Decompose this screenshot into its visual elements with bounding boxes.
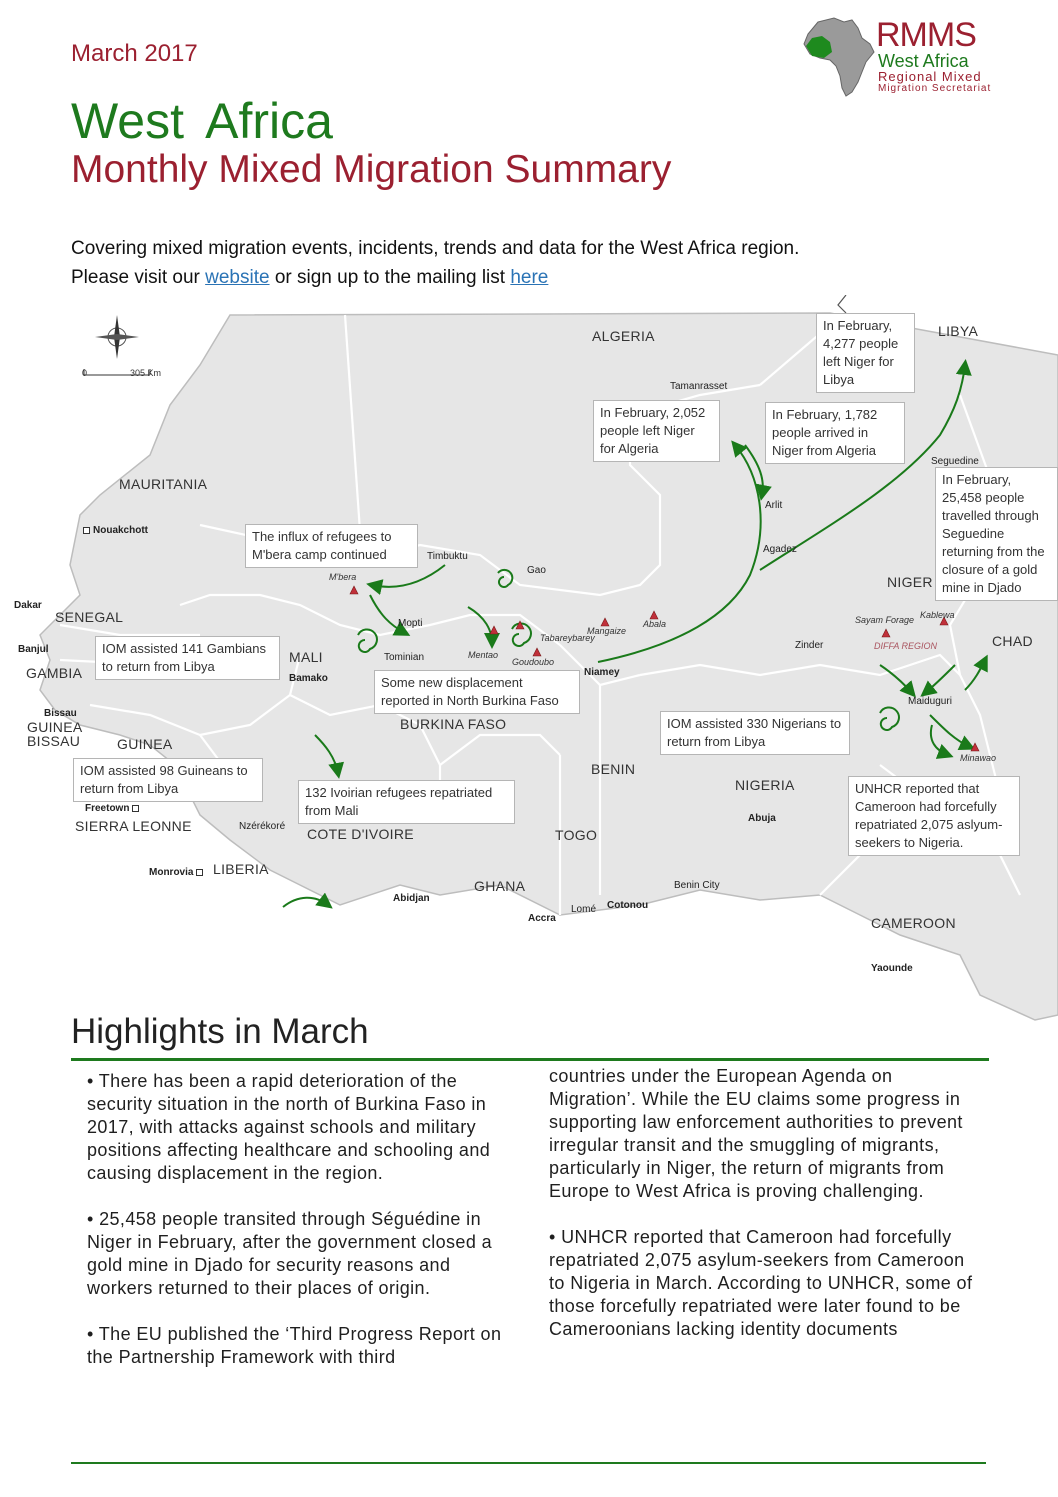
intro-text-before: Please visit our: [71, 267, 206, 288]
callout-algeria-departures: In February, 2,052 people left Niger for Algeria: [593, 400, 720, 462]
country-benin: BENIN: [591, 761, 636, 777]
intro-links-line: [71, 267, 548, 290]
logo-wordmark: RMMS: [876, 16, 976, 54]
city-gao: Gao: [527, 565, 546, 576]
city-mopti: Mopti: [398, 618, 423, 629]
country-niger: NIGER: [887, 574, 933, 590]
city-cotonou: Cotonou: [607, 900, 649, 911]
city-bamako: Bamako: [289, 673, 328, 684]
country-algeria: ALGERIA: [592, 328, 655, 344]
camp-abala: Abala: [643, 619, 667, 629]
city-tominian: Tominian: [384, 652, 425, 663]
city-tamanrasset: Tamanrasset: [670, 381, 728, 392]
city-yaounde: Yaounde: [871, 963, 913, 974]
city-lome: Lomé: [571, 904, 597, 915]
camp-sayam-forage: Sayam Forage: [855, 615, 915, 625]
country-guinea-bissau-2: BISSAU: [27, 733, 81, 749]
logo-line-1: West Africa: [878, 51, 969, 71]
country-cote-divoire: COTE D'IVOIRE: [307, 826, 414, 842]
country-mauritania: MAURITANIA: [119, 476, 208, 492]
callout-ivoirian-repatriation: 132 Ivoirian refugees repatriated from Mali: [298, 780, 515, 824]
city-timbuktu: Timbuktu: [427, 551, 468, 562]
camp-tabareybarey: Tabareybarey: [540, 633, 595, 643]
report-date: March 2017: [71, 40, 198, 67]
highlights-column-left: [87, 1070, 517, 1392]
highlight-item: • There has been a rapid deterioration of the security situation in the north of Burkina Faso in 2017, with attacks against schools and military positions affecting healthcare and schooling and causing displacement in the region.: [87, 1071, 491, 1183]
highlights-column-right: [549, 1065, 979, 1364]
callout-burkina-displacement: Some new displacement reported in North Burkina Faso: [374, 670, 580, 714]
camp-goudoubo: Goudoubo: [512, 657, 555, 667]
highlight-item: • UNHCR reported that Cameroon had forcefully repatriated 2,075 asylum-seekers from Cameroon to Nigeria in March. According to UNHCR, some of those forcefully repatriated were later found to be Cameroonians lacking identity documents: [549, 1227, 973, 1339]
footer-divider: [71, 1462, 986, 1464]
country-mali: MALI: [289, 649, 323, 665]
region-diffa: DIFFA REGION: [874, 641, 937, 651]
callout-gambian-returns: IOM assisted 141 Gambians to return from Libya: [95, 636, 280, 680]
logo-line-3: Migration Secretariat: [878, 83, 992, 94]
callout-seguedine-transit: In February, 25,458 people travelled through Seguedine returning from the closure of a gold mine in Djado: [935, 467, 1058, 601]
city-arlit: Arlit: [765, 500, 783, 511]
country-togo: TOGO: [555, 827, 598, 843]
city-niamey: Niamey: [584, 667, 620, 678]
migration-map: [0, 295, 1058, 1025]
city-nouakchott: Nouakchott: [83, 525, 148, 536]
camp-mentao: Mentao: [468, 650, 499, 660]
country-cameroon: CAMEROON: [871, 915, 956, 931]
camp-mbera: M'bera: [329, 572, 357, 582]
city-bissau: Bissau: [44, 708, 77, 719]
country-senegal: SENEGAL: [55, 609, 124, 625]
city-seguedine: Seguedine: [931, 456, 979, 467]
north-chevron: [838, 295, 846, 313]
highlights-title: Highlights in March: [71, 1012, 369, 1051]
country-libya: LIBYA: [938, 323, 979, 339]
city-maiduguri: Maiduguri: [908, 696, 952, 707]
city-abuja: Abuja: [748, 813, 776, 824]
page-title: West Africa: [71, 93, 333, 149]
country-chad: CHAD: [992, 633, 1033, 649]
highlights-divider: [71, 1058, 989, 1061]
country-sierra-leone: SIERRA LEONNE: [75, 818, 192, 834]
city-accra: Accra: [528, 913, 556, 924]
country-burkina-faso: BURKINA FASO: [400, 716, 507, 732]
callout-algeria-arrivals: In February, 1,782 people arrived in Niger from Algeria: [765, 402, 905, 464]
callout-cameroon-repatriation: UNHCR reported that Cameroon had forcefully repatriated 2,075 aslyum-seekers to Nigeria.: [848, 776, 1020, 856]
city-zinder: Zinder: [795, 640, 824, 651]
logo-line-2: Regional Mixed: [878, 69, 982, 84]
callout-nigerian-returns: IOM assisted 330 Nigerians to return from Libya: [660, 711, 850, 755]
callout-libya-departures: In February, 4,277 people left Niger for Libya: [816, 313, 915, 393]
highlight-item: • 25,458 people transited through Séguédine in Niger in February, after the government closed a gold mine in Djado for security reasons and workers returned to their places of origin.: [87, 1209, 493, 1298]
highlight-item: • The EU published the ‘Third Progress Report on the Partnership Framework with third: [87, 1324, 502, 1367]
country-liberia: LIBERIA: [213, 861, 269, 877]
compass-rose-icon: [95, 315, 139, 359]
callout-guinean-returns: IOM assisted 98 Guineans to return from Libya: [73, 758, 263, 802]
camp-mangaize: Mangaize: [587, 626, 627, 636]
intro-text-middle: or sign up to the mailing list: [269, 267, 511, 288]
camp-kablewa: Kablewa: [920, 610, 955, 620]
rmms-logo: [800, 14, 1000, 100]
country-guinea: GUINEA: [117, 736, 173, 752]
country-guinea-bissau-1: GUINEA: [27, 719, 83, 735]
city-agadez: Agadez: [763, 544, 797, 555]
city-freetown: Freetown: [85, 803, 142, 814]
city-monrovia: Monrovia: [149, 867, 206, 878]
city-banjul: Banjul: [18, 644, 49, 655]
city-benin-city: Benin City: [674, 880, 720, 891]
country-nigeria: NIGERIA: [735, 777, 795, 793]
country-ghana: GHANA: [474, 878, 526, 894]
city-nzerekore: Nzérékoré: [239, 821, 286, 832]
scale-start: 0: [82, 368, 88, 378]
page-subtitle: Monthly Mixed Migration Summary: [71, 148, 672, 191]
scale-end: 305 Km: [130, 368, 162, 378]
callout-mbera-camp: The influx of refugees to M'bera camp continued: [245, 524, 418, 568]
country-gambia: GAMBIA: [26, 665, 83, 681]
city-dakar: Dakar: [14, 600, 42, 611]
highlight-item: countries under the European Agenda on Migration’. While the EU claims some progress in supporting law enforcement authorities to prevent irregular transit and the smuggling of migrants, particularly in Niger, the return of migrants from Europe to West Africa is proving challenging.: [549, 1066, 963, 1201]
website-link[interactable]: website: [205, 267, 270, 288]
africa-map-icon: [800, 14, 880, 100]
city-abidjan: Abidjan: [393, 893, 430, 904]
mailing-list-link[interactable]: here: [510, 267, 549, 288]
intro-text: Covering mixed migration events, incidents, trends and data for the West Africa region.: [71, 238, 800, 259]
camp-minawao: Minawao: [960, 753, 997, 763]
